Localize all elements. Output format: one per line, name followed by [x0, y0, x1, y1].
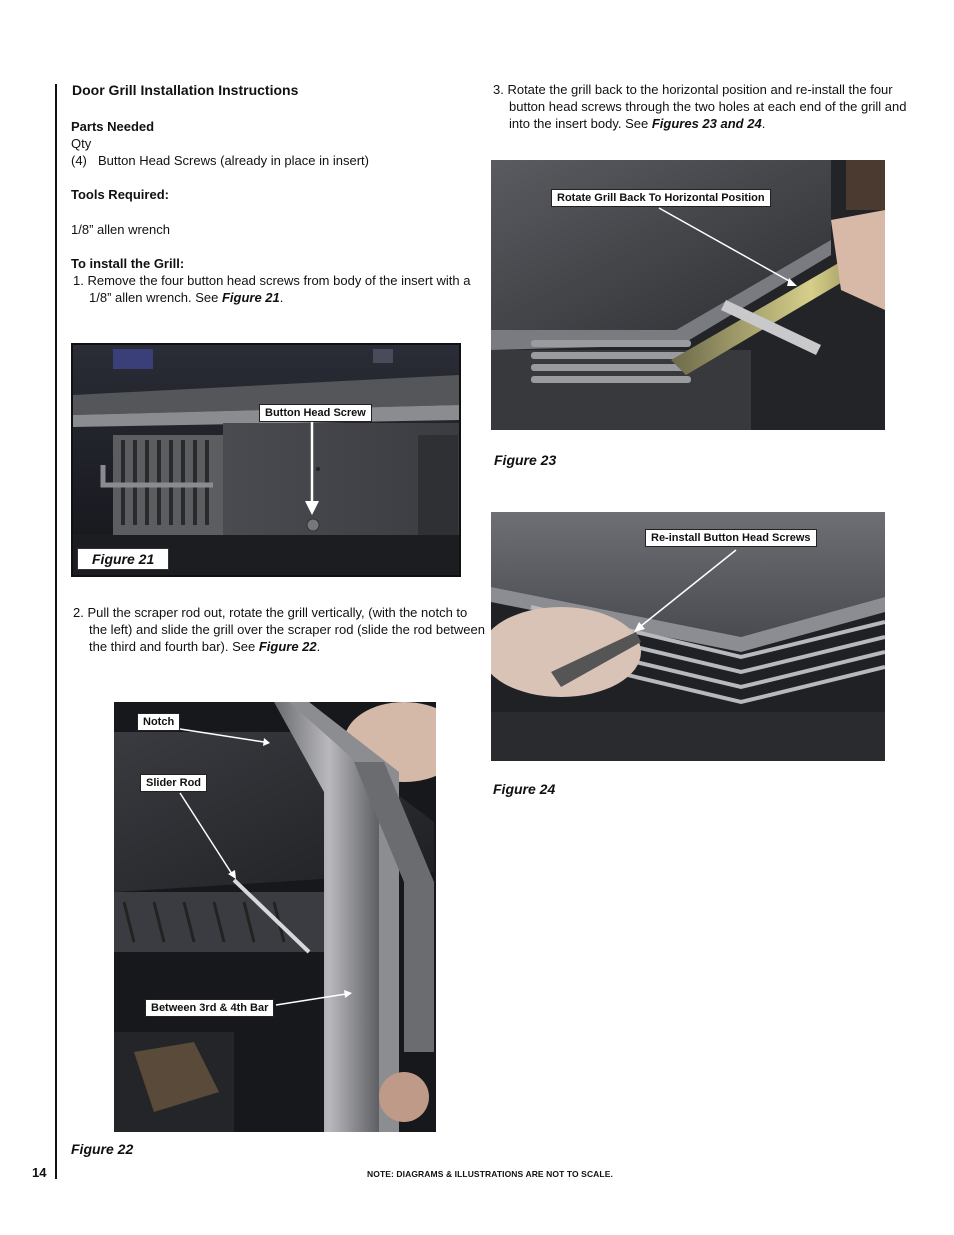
- step3-line1: 3. Rotate the grill back to the horizontal position and re-install the four: [493, 82, 893, 97]
- page-number: 14: [32, 1165, 47, 1180]
- step1-figure-ref: Figure 21: [221, 290, 280, 305]
- tools-heading: Tools Required:: [71, 187, 169, 202]
- figure-22-callout-notch: Notch: [137, 713, 180, 731]
- margin-rule: [55, 84, 57, 1179]
- step3-line3: into the insert body. See Figures 23 and 24.: [509, 116, 766, 131]
- step2-line3: the third and fourth bar). See Figure 22.: [89, 639, 321, 654]
- figure-21-caption: Figure 21: [77, 548, 169, 570]
- figure-23-caption: Figure 23: [494, 452, 557, 468]
- step3-figure-ref: Figures 23 and 24: [651, 116, 762, 131]
- step3-line2: button head screws through the two holes at each end of the grill and: [509, 99, 907, 114]
- parts-item-qty: (4): [71, 153, 87, 168]
- figure-21-callout: Button Head Screw: [259, 404, 372, 422]
- figure-22-caption: Figure 22: [71, 1141, 134, 1157]
- footer-note: NOTE: DIAGRAMS & ILLUSTRATIONS ARE NOT TO SCALE.: [367, 1169, 613, 1179]
- qty-label: Qty: [71, 136, 92, 151]
- step1-line2: 1/8” allen wrench. See Figure 21.: [89, 290, 284, 305]
- figure-22-callout-slider-rod: Slider Rod: [140, 774, 207, 792]
- figure-24-arrow: [491, 512, 885, 761]
- figure-24-caption: Figure 24: [493, 781, 556, 797]
- figure-24-callout: Re-install Button Head Screws: [645, 529, 817, 547]
- figure-22-arrows: [114, 702, 436, 1132]
- tool-item: 1/8” allen wrench: [71, 222, 170, 237]
- step2-figure-ref: Figure 22: [258, 639, 317, 654]
- section-title: Door Grill Installation Instructions: [72, 82, 299, 98]
- parts-heading: Parts Needed: [71, 119, 155, 134]
- install-heading: To install the Grill:: [71, 256, 185, 271]
- figure-22-callout-bar: Between 3rd & 4th Bar: [145, 999, 274, 1017]
- step1-line1: 1. Remove the four button head screws from body of the insert with a: [73, 273, 471, 288]
- figure-21-arrow: [71, 343, 461, 577]
- parts-item-desc: Button Head Screws (already in place in insert): [98, 153, 369, 168]
- step2-line1: 2. Pull the scraper rod out, rotate the grill vertically, (with the notch to: [73, 605, 468, 620]
- figure-23-callout: Rotate Grill Back To Horizontal Position: [551, 189, 771, 207]
- step2-line2: the left) and slide the grill over the scraper rod (slide the rod between: [89, 622, 485, 637]
